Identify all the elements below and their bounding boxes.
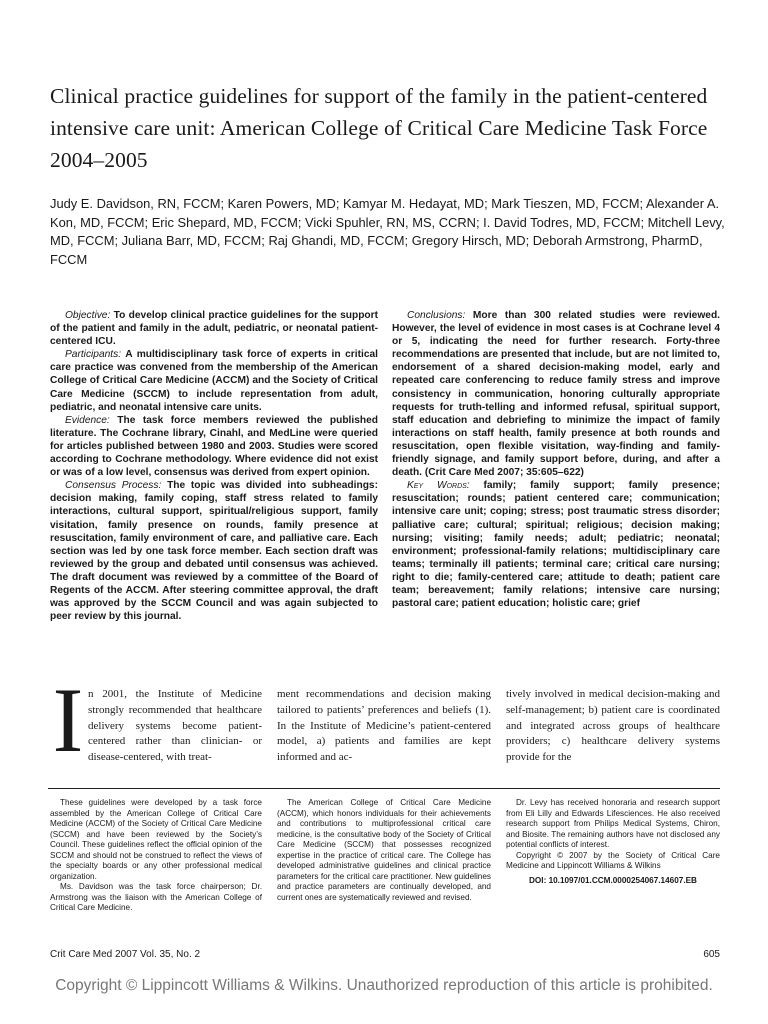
drop-cap: I: [52, 669, 84, 771]
footnote-column-1: [50, 798, 262, 914]
footnote-accm: The American College of Critical Care Medicine (ACCM), which honors individuals for their achievements and contributions to multiprofessional critical care medicine, is the consultative body of the Society of Critical Care Medicine (SCCM) that possesses recognized expertise in the practice of critical care. The College has developed administrative guidelines and clinical practice parameters for the critical care practitioner. New guidelines and practice parameters are continually developed, and current ones are systematically reviewed and revised.: [277, 798, 491, 902]
article-title: Clinical practice guidelines for support of the family in the patient-centered intensive care unit: American College of Critical Care Medicine Task Force 2004–2005: [50, 84, 708, 172]
author-list: Judy E. Davidson, RN, FCCM; Karen Powers, MD; Kamyar M. Hedayat, MD; Mark Tieszen, MD, FCCM; Alexander A. Kon, MD, FCCM; Eric Shepard, MD, FCCM; Vicki Spuhler, RN, MS, CCRN; I. David Todres, MD, FCCM; Mitchell Levy, MD, FCCM; Juliana Barr, MD, FCCM; Raj Ghandi, MD, FCCM; Gregory Hirsch, MD; Deborah Armstrong, PharmD, FCCM: [50, 196, 725, 267]
abstract-consensus-process: Consensus Process: The topic was divided into subheadings: decision making, family coping, staff stress related to family interactions, cultural support, spiritual/religious support, family visitation, family presence on rounds, family presence at resuscitation, family environment of care, and palliative care. Each section was led by one task force member. Each section draft was reviewed by the group and debated until consensus was achieved. The draft document was reviewed by a committee of the Board of Regents of the ACCM. After steering committee approval, the draft was approved by the SCCM Council and was again subjected to peer review by this journal.: [50, 480, 378, 623]
abstract-right-column: [392, 309, 720, 610]
abstract-objective: Objective: To develop clinical practice guidelines for the support of the patient and family in the adult, pediatric, or neonatal patient-centered ICU.: [50, 310, 378, 348]
journal-citation: Crit Care Med 2007 Vol. 35, No. 2: [50, 949, 201, 960]
footnote-column-2: [277, 798, 491, 903]
body-text-column-3: tively involved in medical decision-making and self-management; b) patient care is coordinated and integrated across groups of healthcare providers; c) healthcare delivery systems provide for the: [506, 688, 720, 764]
copyright-notice: Copyright © Lippincott Williams & Wilkins. Unauthorized reproduction of this article is prohibited.: [55, 977, 713, 994]
footnote-column-3: [506, 798, 720, 886]
footnote-guidelines: These guidelines were developed by a task force assembled by the American College of Critical Care Medicine (ACCM) of the Society of Critical Care Medicine (SCCM) and have been reviewed by the Society’s Council. These guidelines reflect the official opinion of the SCCM and should not be construed to reflect the views of the specialty boards or any other professional medical organization.: [50, 798, 262, 881]
footnote-copyright: Copyright © 2007 by the Society of Critical Care Medicine and Lippincott Williams & Wilkins: [506, 850, 720, 870]
abstract-evidence: Evidence: The task force members reviewed the published literature. The Cochrane library, Cinahl, and MedLine were queried for articles published between 1980 and 2003. Studies were scored according to Cochrane methodology. Where evidence did not exist or was of a low level, consensus was derived from expert opinion.: [50, 414, 378, 479]
footnote-chairperson: Ms. Davidson was the task force chairperson; Dr. Armstrong was the liaison with the American College of Critical Care Medicine.: [50, 882, 262, 912]
body-text-column-1: n 2001, the Institute of Medicine strongly recommended that healthcare delivery systems become patient-centered rather than clinician- or disease-centered, with treat-: [88, 688, 262, 764]
body-text-column-2: ment recommendations and decision making tailored to patients’ preferences and beliefs (1). In the Institute of Medicine’s patient-centered model, a) patients and families are kept informed and ac-: [277, 688, 491, 764]
abstract-left-column: [50, 309, 378, 623]
doi-link[interactable]: DOI: 10.1097/01.CCM.0000254067.14607.EB: [529, 875, 697, 885]
page-number: 605: [703, 949, 720, 960]
abstract-participants: Participants: A multidisciplinary task force of experts in critical care practice was convened from the membership of the American College of Critical Care Medicine (ACCM) and the Society of Critical Care Medicine (SCCM) to include representation from adult, pediatric, and neonatal intensive care units.: [50, 349, 378, 413]
abstract-conclusions: Conclusions: More than 300 related studies were reviewed. However, the level of evidence in most cases is at Cochrane level 4 or 5, indicating the need for further research. Forty-three recommendations are presented that include, but are not limited to, endorsement of a shared decision-making model, early and repeated care conferencing to reduce family stress and improve consistency in communication, honoring culturally appropriate requests for truth-telling and informed refusal, spiritual support, staff education and debriefing to minimize the impact of family interactions on staff health, family presence at both rounds and resuscitation, open flexible visitation, way-finding and family-friendly signage, and family support before, during, and after a death. (Crit Care Med 2007; 35:605–622): [392, 310, 720, 479]
footnote-divider: [48, 788, 720, 789]
footnote-disclosures: Dr. Levy has received honoraria and research support from Eli Lilly and Edwards Lifesciences. He also received research support from Philips Medical Systems, Chiron, and Biosite. The remaining authors have not disclosed any potential conflicts of interest.: [506, 798, 720, 849]
abstract-keywords: Key Words: family; family support; family presence; resuscitation; rounds; patient centered care; communication; intensive care unit; coping; stress; post traumatic stress disorder; palliative care; cultural; spiritual; religious; decision making; nursing; visiting; family needs; adult; pediatric; neonatal; environment; professional-family relations; multidisciplinary care teams; terminally ill patients; terminal care; critical care nursing; right to die; family-centered care; attitude to death; patient care team; bereavement; family relations; intensive care nursing; pastoral care; patient education; holistic care; grief: [392, 480, 720, 610]
